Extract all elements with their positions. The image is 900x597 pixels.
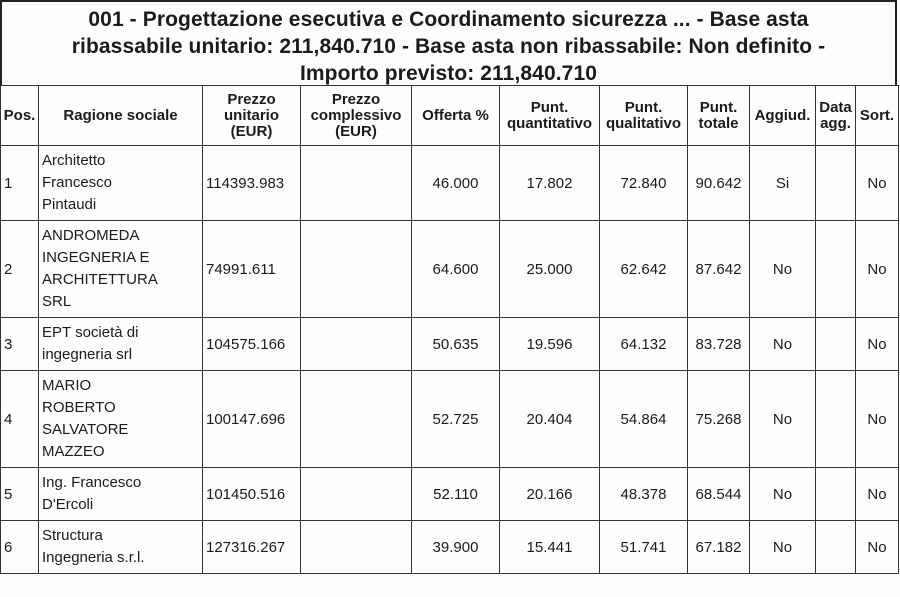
cell-aggiud: Si <box>750 146 816 221</box>
cell-sort: No <box>856 468 899 521</box>
table-row <box>1 221 899 318</box>
cell-sort: No <box>856 146 899 221</box>
cell-ragione-sociale <box>39 371 203 468</box>
header-sort: Sort. <box>856 86 899 146</box>
name-line: Ing. Francesco <box>42 474 142 491</box>
cell-pos: 6 <box>1 521 39 574</box>
name-line: INGEGNERIA E <box>42 249 150 266</box>
lot-title-line-2: ribassabile unitario: 211,840.710 - Base asta non ribassabile: Non definito - <box>71 35 826 58</box>
header-prezzo-complessivo-l1: Prezzo <box>331 90 381 108</box>
header-punt-qualitativo-l2: qualitativo <box>605 114 681 132</box>
table-row <box>1 318 899 371</box>
cell-prezzo-unitario: 74991.611 <box>203 221 301 318</box>
cell-punt-totale: 68.544 <box>688 468 750 521</box>
cell-offerta: 50.635 <box>412 318 500 371</box>
cell-offerta: 52.110 <box>412 468 500 521</box>
name-line: Francesco <box>42 174 113 191</box>
cell-sort: No <box>856 221 899 318</box>
cell-data-agg <box>816 318 856 371</box>
header-prezzo-unitario <box>203 86 301 146</box>
cell-ragione-sociale <box>39 521 203 574</box>
cell-pos: 2 <box>1 221 39 318</box>
cell-aggiud: No <box>750 521 816 574</box>
cell-data-agg <box>816 146 856 221</box>
cell-sort: No <box>856 318 899 371</box>
cell-aggiud: No <box>750 221 816 318</box>
header-punt-quantitativo <box>500 86 600 146</box>
cell-data-agg <box>816 468 856 521</box>
cell-punt-qualitativo: 72.840 <box>600 146 688 221</box>
table-row <box>1 146 899 221</box>
cell-punt-quantitativo: 20.166 <box>500 468 600 521</box>
name-line: Pintaudi <box>42 196 97 213</box>
table-row <box>1 521 899 574</box>
cell-ragione-sociale <box>39 146 203 221</box>
cell-data-agg <box>816 521 856 574</box>
cell-prezzo-unitario: 101450.516 <box>203 468 301 521</box>
cell-punt-quantitativo: 19.596 <box>500 318 600 371</box>
cell-offerta: 64.600 <box>412 221 500 318</box>
cell-punt-quantitativo: 20.404 <box>500 371 600 468</box>
name-line: EPT società di <box>42 324 139 341</box>
lot-title-line-3: Importo previsto: 211,840.710 <box>299 62 598 85</box>
header-punt-qualitativo-l1: Punt. <box>624 98 663 116</box>
cell-ragione-sociale <box>39 221 203 318</box>
header-row <box>1 86 899 146</box>
table-row <box>1 371 899 468</box>
cell-pos: 5 <box>1 468 39 521</box>
cell-prezzo-complessivo <box>301 221 412 318</box>
cell-punt-qualitativo: 62.642 <box>600 221 688 318</box>
cell-punt-totale: 67.182 <box>688 521 750 574</box>
header-prezzo-complessivo-l2: complessivo <box>310 106 402 124</box>
cell-aggiud: No <box>750 371 816 468</box>
cell-sort: No <box>856 371 899 468</box>
cell-ragione-sociale <box>39 318 203 371</box>
cell-prezzo-complessivo <box>301 371 412 468</box>
cell-prezzo-complessivo <box>301 468 412 521</box>
name-line: Structura <box>42 527 103 544</box>
header-aggiud: Aggiud. <box>750 86 816 146</box>
header-offerta: Offerta % <box>412 86 500 146</box>
cell-offerta: 52.725 <box>412 371 500 468</box>
name-line: SRL <box>42 293 72 310</box>
cell-data-agg <box>816 371 856 468</box>
name-line: ROBERTO <box>42 399 116 416</box>
results-table <box>0 85 899 574</box>
cell-punt-quantitativo: 17.802 <box>500 146 600 221</box>
cell-data-agg <box>816 221 856 318</box>
cell-offerta: 46.000 <box>412 146 500 221</box>
name-line: Architetto <box>42 152 106 169</box>
header-ragione-sociale: Ragione sociale <box>39 86 203 146</box>
header-data-agg-l1: Data <box>819 98 852 116</box>
cell-pos: 3 <box>1 318 39 371</box>
header-punt-quantitativo-l1: Punt. <box>530 98 569 116</box>
cell-offerta: 39.900 <box>412 521 500 574</box>
cell-punt-totale: 83.728 <box>688 318 750 371</box>
name-line: SALVATORE <box>42 421 129 438</box>
header-prezzo-unitario-l3: (EUR) <box>230 122 273 140</box>
header-punt-quantitativo-l2: quantitativo <box>507 114 592 132</box>
cell-prezzo-unitario: 114393.983 <box>203 146 301 221</box>
cell-prezzo-complessivo <box>301 146 412 221</box>
name-line: ingegneria srl <box>42 346 133 363</box>
cell-punt-totale: 75.268 <box>688 371 750 468</box>
header-prezzo-unitario-l2: unitario <box>224 106 279 124</box>
header-data-agg-l2: agg. <box>820 114 851 132</box>
header-punt-totale-l2: totale <box>698 114 739 132</box>
cell-pos: 4 <box>1 371 39 468</box>
cell-punt-totale: 87.642 <box>688 221 750 318</box>
name-line: ANDROMEDA <box>42 227 140 244</box>
cell-prezzo-complessivo <box>301 318 412 371</box>
cell-punt-quantitativo: 25.000 <box>500 221 600 318</box>
lot-title <box>0 0 897 86</box>
cell-punt-totale: 90.642 <box>688 146 750 221</box>
table-row <box>1 468 899 521</box>
cell-punt-qualitativo: 64.132 <box>600 318 688 371</box>
cell-aggiud: No <box>750 318 816 371</box>
name-line: MAZZEO <box>42 443 105 460</box>
cell-pos: 1 <box>1 146 39 221</box>
cell-prezzo-complessivo <box>301 521 412 574</box>
cell-ragione-sociale <box>39 468 203 521</box>
cell-punt-qualitativo: 51.741 <box>600 521 688 574</box>
cell-punt-qualitativo: 54.864 <box>600 371 688 468</box>
cell-punt-quantitativo: 15.441 <box>500 521 600 574</box>
header-pos: Pos. <box>1 86 39 146</box>
cell-sort: No <box>856 521 899 574</box>
header-prezzo-complessivo <box>301 86 412 146</box>
name-line: MARIO <box>42 377 92 394</box>
name-line: D'Ercoli <box>42 496 94 513</box>
name-line: Ingegneria s.r.l. <box>42 549 145 566</box>
cell-punt-qualitativo: 48.378 <box>600 468 688 521</box>
header-prezzo-unitario-l1: Prezzo <box>227 90 276 108</box>
cell-prezzo-unitario: 104575.166 <box>203 318 301 371</box>
header-punt-qualitativo <box>600 86 688 146</box>
header-punt-totale <box>688 86 750 146</box>
header-punt-totale-l1: Punt. <box>699 98 738 116</box>
name-line: ARCHITETTURA <box>42 271 158 288</box>
lot-title-line-1: 001 - Progettazione esecutiva e Coordinamento sicurezza ... - Base asta <box>88 8 809 31</box>
cell-prezzo-unitario: 100147.696 <box>203 371 301 468</box>
cell-prezzo-unitario: 127316.267 <box>203 521 301 574</box>
header-data-agg <box>816 86 856 146</box>
header-prezzo-complessivo-l3: (EUR) <box>335 122 377 140</box>
cell-aggiud: No <box>750 468 816 521</box>
